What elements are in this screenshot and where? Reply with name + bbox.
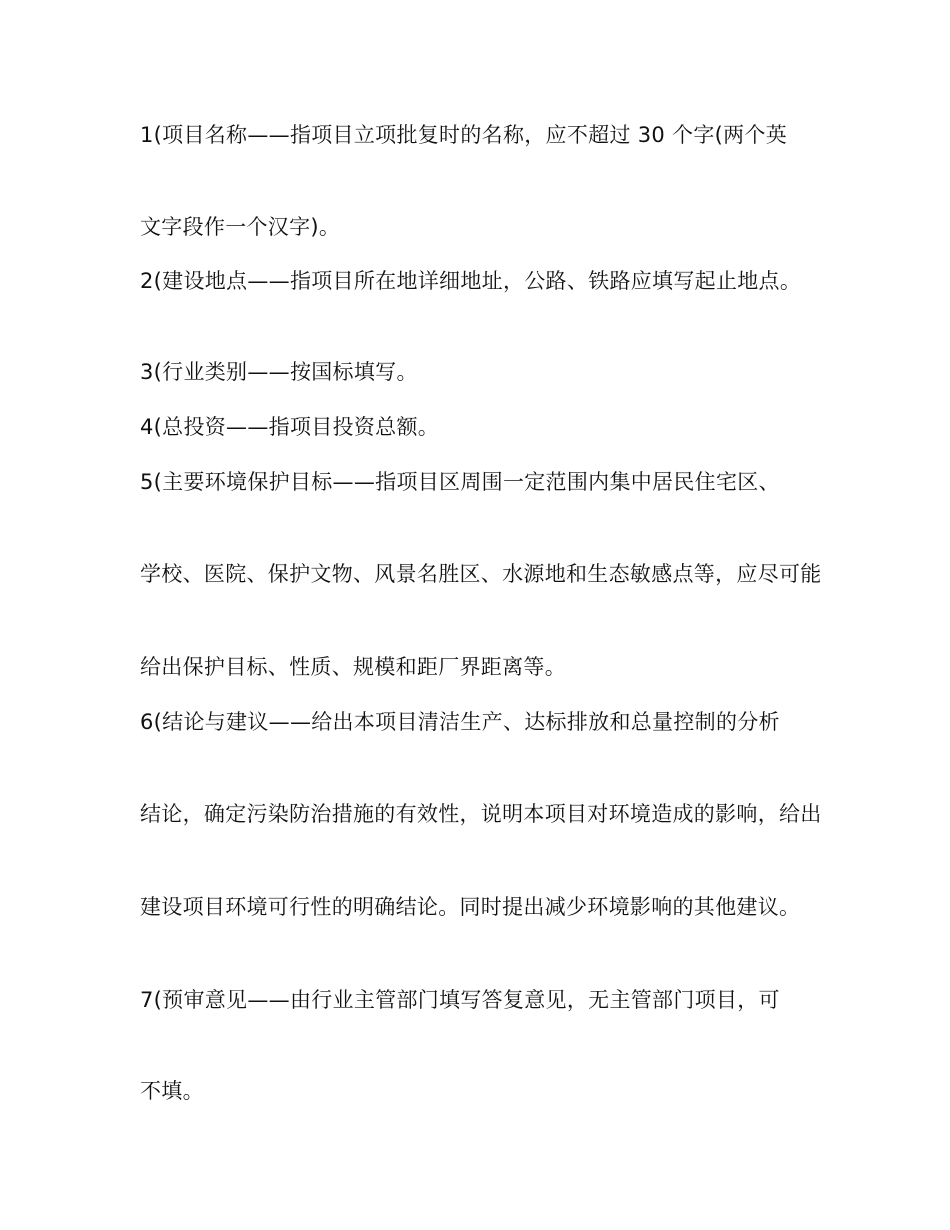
paragraph-item-7: 7(预审意见——由行业主管部门填写答复意见，无主管部门项目，可 [140, 988, 780, 1012]
paragraph-item-1: 1(项目名称——指项目立项批复时的名称，应不超过 30 个字(两个英 [140, 123, 788, 147]
paragraph-item-6-continued-1: 结论，确定污染防治措施的有效性，说明本项目对环境造成的影响，给出 [140, 802, 822, 826]
paragraph-item-7-continued: 不填。 [140, 1079, 204, 1103]
paragraph-item-1-continued: 文字段作一个汉字)。 [140, 215, 341, 239]
paragraph-item-5: 5(主要环境保护目标——指项目区周围一定范围内集中居民住宅区、 [140, 470, 780, 494]
paragraph-item-6-continued-2: 建设项目环境可行性的明确结论。同时提出减少环境影响的其他建议。 [140, 895, 801, 919]
paragraph-item-6: 6(结论与建议——给出本项目清洁生产、达标排放和总量控制的分析 [140, 710, 780, 734]
paragraph-item-5-continued-2: 给出保护目标、性质、规模和距厂界距离等。 [140, 655, 566, 679]
paragraph-item-2: 2(建设地点——指项目所在地详细地址，公路、铁路应填写起止地点。 [140, 269, 802, 293]
paragraph-item-4: 4(总投资——指项目投资总额。 [140, 415, 440, 439]
paragraph-item-5-continued-1: 学校、医院、保护文物、风景名胜区、水源地和生态敏感点等，应尽可能 [140, 562, 822, 586]
paragraph-item-3: 3(行业类别——按国标填写。 [140, 360, 418, 384]
